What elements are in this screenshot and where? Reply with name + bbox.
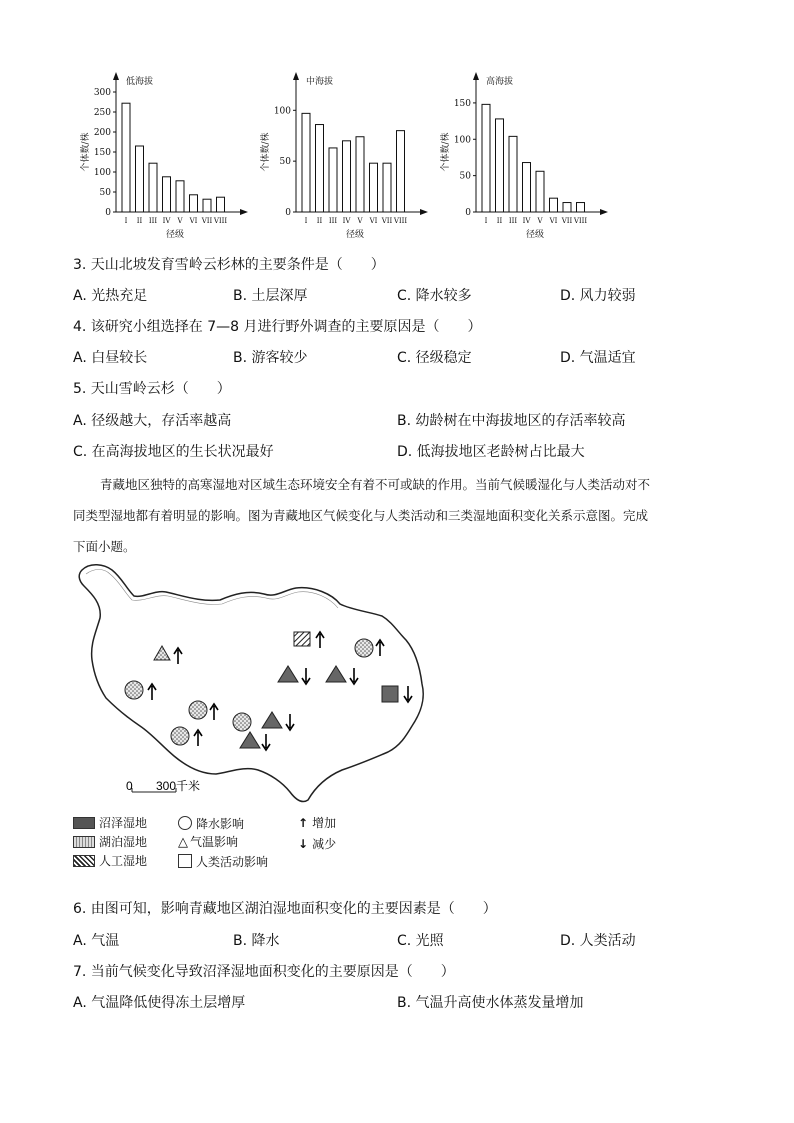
qinghai-tibet-map <box>70 560 440 810</box>
q4-option-c: C. 径级稳定 <box>397 350 472 366</box>
y-axis-arrow-icon <box>293 72 299 80</box>
scale-zero: 0 <box>126 779 133 793</box>
q3-option-b: B. 土层深厚 <box>233 288 308 304</box>
legend-lake-label: 湖泊湿地 <box>99 835 148 849</box>
legend-artificial-label: 人工湿地 <box>99 854 148 868</box>
bar <box>563 203 571 212</box>
x-tick-label: II <box>496 217 503 225</box>
bar <box>370 163 378 212</box>
x-tick-label: III <box>148 217 158 225</box>
question-3-stem: 3. 天山北坡发育雪岭云杉林的主要条件是（ ） <box>73 257 385 273</box>
chart-low-altitude <box>80 70 260 245</box>
question-7-stem: 7. 当前气候变化导致沼泽湿地面积变化的主要原因是（ ） <box>73 964 455 980</box>
legend-artificial <box>73 854 147 869</box>
bar <box>329 148 337 212</box>
x-tick-label: VIII <box>213 217 228 225</box>
q5-option-b: B. 幼龄树在中海拔地区的存活率较高 <box>397 413 626 429</box>
y-axis-arrow-icon <box>473 72 479 80</box>
arrow-down-icon: ↓ <box>298 837 309 851</box>
x-tick-label: VII <box>561 217 573 225</box>
x-tick-label: I <box>304 217 308 225</box>
q5-option-a: A. 径级越大，存活率越高 <box>73 413 232 429</box>
bar-chart-mid <box>260 70 440 245</box>
y-tick-label: 50 <box>279 157 291 168</box>
x-tick-label: III <box>508 217 518 225</box>
x-tick-label: VI <box>369 217 378 225</box>
q3-option-d: D. 风力较弱 <box>560 288 636 304</box>
q4-option-b: B. 游客较少 <box>233 350 308 366</box>
lake-precip-increase-ne <box>355 639 384 657</box>
bar <box>383 163 391 212</box>
x-axis-arrow-icon <box>240 209 248 215</box>
q6-option-d: D. 人类活动 <box>560 933 636 949</box>
y-tick-label: 0 <box>465 208 471 218</box>
q6-option-c: C. 光照 <box>397 933 444 949</box>
bar <box>163 177 171 212</box>
x-tick-label: VIII <box>393 217 408 225</box>
chart-title: 高海拔 <box>486 77 514 87</box>
legend-temp-label: 气温影响 <box>190 835 239 849</box>
legend-swamp <box>73 816 147 831</box>
bar <box>550 198 558 212</box>
legend-temp <box>178 835 238 850</box>
y-tick-label: 100 <box>273 106 291 117</box>
q3-option-a: A. 光热充足 <box>73 288 148 304</box>
scale-value: 300千米 <box>156 779 201 793</box>
lake-precip-increase-3 <box>233 713 251 731</box>
legend-human-label: 人类活动影响 <box>196 855 269 869</box>
bar <box>343 141 351 212</box>
bar <box>176 181 184 212</box>
q6-option-a: A. 气温 <box>73 933 120 949</box>
passage-line-1: 青藏地区独特的高寒湿地对区域生态环境安全有着不可或缺的作用。当前气候暖湿化与人类活动对不 <box>100 477 651 492</box>
bar <box>509 136 517 212</box>
y-axis-arrow-icon <box>113 72 119 80</box>
legend-decrease <box>298 837 336 852</box>
bar <box>482 104 490 212</box>
x-axis-label: 径级 <box>165 230 185 240</box>
bar <box>523 163 531 212</box>
q7-option-b: B. 气温升高使水体蒸发量增加 <box>397 995 584 1011</box>
square-icon <box>178 854 192 868</box>
question-6-stem: 6. 由图可知，影响青藏地区湖泊湿地面积变化的主要因素是（ ） <box>73 901 497 917</box>
lake-precip-increase-2 <box>189 701 218 720</box>
y-tick-label: 0 <box>105 208 111 218</box>
x-tick-label: VI <box>189 217 198 225</box>
x-tick-label: IV <box>162 217 171 225</box>
y-tick-label: 250 <box>93 108 111 118</box>
legend-lake <box>73 835 147 850</box>
legend-increase-label: 增加 <box>312 816 337 830</box>
lake-swatch <box>73 836 95 848</box>
q5-option-c: C. 在高海拔地区的生长状况最好 <box>73 444 274 460</box>
x-tick-label: II <box>136 217 143 225</box>
artificial-increase <box>294 632 324 648</box>
x-tick-label: III <box>328 217 338 225</box>
y-tick-label: 50 <box>99 188 111 198</box>
q4-option-a: A. 白昼较长 <box>73 350 148 366</box>
legend-increase <box>298 816 336 831</box>
y-axis-label: 个体数/株 <box>261 132 271 172</box>
passage-line-3: 下面小题。 <box>73 539 136 554</box>
x-tick-label: I <box>484 217 488 225</box>
triangle-icon: △ <box>178 835 188 850</box>
x-tick-label: VI <box>549 217 558 225</box>
passage-line-2: 同类型湿地都有着明显的影响。图为青藏地区气候变化与人类活动和三类湿地面积变化关系示意图。完成 <box>73 508 649 523</box>
x-axis-label: 径级 <box>525 230 545 240</box>
x-tick-label: I <box>124 217 128 225</box>
x-tick-label: VII <box>201 217 213 225</box>
bar <box>190 195 198 212</box>
bar <box>136 146 144 212</box>
bar <box>356 137 364 212</box>
x-axis-label: 径级 <box>345 230 365 240</box>
x-axis-arrow-icon <box>600 209 608 215</box>
arrow-up-icon: ↑ <box>298 816 309 830</box>
legend-swamp-label: 沼泽湿地 <box>99 816 148 830</box>
bar <box>496 119 504 212</box>
bar <box>397 131 405 212</box>
x-tick-label: VII <box>381 217 393 225</box>
q6-option-b: B. 降水 <box>233 933 280 949</box>
x-axis-arrow-icon <box>420 209 428 215</box>
bar <box>536 171 544 212</box>
artificial-swatch <box>73 855 95 867</box>
bar <box>203 199 211 212</box>
bar <box>149 163 157 212</box>
legend-precip <box>178 816 244 832</box>
y-axis-label: 个体数/株 <box>441 132 451 172</box>
bar <box>302 113 310 212</box>
bar <box>577 203 585 212</box>
y-tick-label: 300 <box>93 88 111 98</box>
x-tick-label: V <box>357 217 363 225</box>
y-tick-label: 100 <box>93 168 111 178</box>
y-tick-label: 0 <box>285 208 291 218</box>
q4-option-d: D. 气温适宜 <box>560 350 636 366</box>
question-5-stem: 5. 天山雪岭云杉（ ） <box>73 381 231 397</box>
circle-icon <box>178 816 192 830</box>
q7-option-a: A. 气温降低使得冻土层增厚 <box>73 995 246 1011</box>
y-tick-label: 50 <box>459 171 471 182</box>
q5-option-d: D. 低海拔地区老龄树占比最大 <box>397 444 585 460</box>
y-tick-label: 100 <box>453 135 471 146</box>
x-tick-label: IV <box>522 217 531 225</box>
bar-chart-low <box>80 70 260 245</box>
y-tick-label: 200 <box>93 128 111 138</box>
bar <box>217 197 225 212</box>
y-axis-label: 个体数/株 <box>81 132 91 172</box>
swamp-human-decrease <box>382 686 412 702</box>
bar-chart-high <box>440 70 620 245</box>
y-tick-label: 150 <box>453 98 471 109</box>
x-tick-label: V <box>177 217 183 225</box>
x-tick-label: IV <box>342 217 351 225</box>
q3-option-c: C. 降水较多 <box>397 288 472 304</box>
legend-decrease-label: 减少 <box>312 837 337 851</box>
legend-human <box>178 854 268 870</box>
question-4-stem: 4. 该研究小组选择在 7—8 月进行野外调查的主要原因是（ ） <box>73 319 482 335</box>
x-tick-label: II <box>316 217 323 225</box>
bar <box>122 103 130 212</box>
chart-high-altitude <box>440 70 620 245</box>
bar <box>316 125 324 212</box>
x-tick-label: V <box>537 217 543 225</box>
x-tick-label: VIII <box>573 217 588 225</box>
legend-precip-label: 降水影响 <box>196 817 245 831</box>
chart-title: 低海拔 <box>126 77 154 87</box>
chart-title: 中海拔 <box>306 77 334 87</box>
chart-mid-altitude <box>260 70 440 245</box>
y-tick-label: 150 <box>93 148 111 158</box>
swamp-swatch <box>73 817 95 829</box>
